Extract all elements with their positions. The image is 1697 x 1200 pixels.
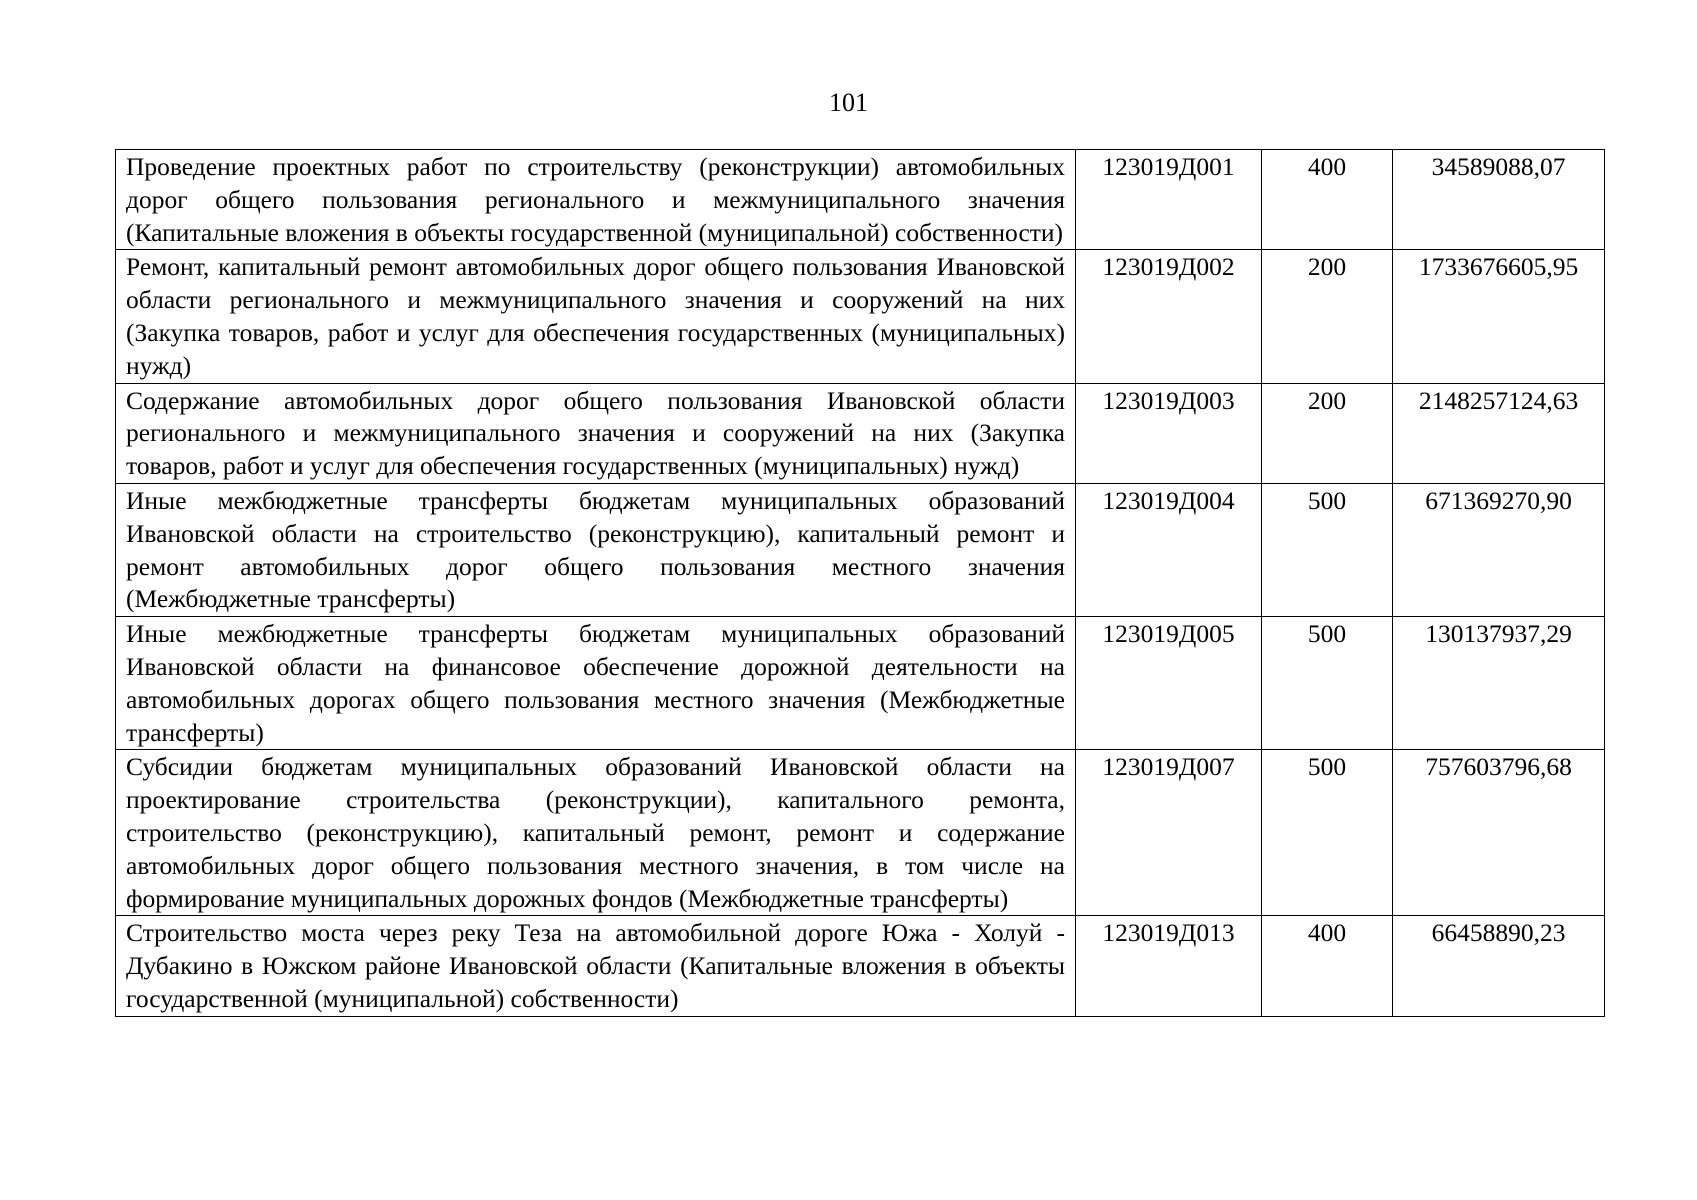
table-row	[116, 750, 1605, 916]
row-name-cell: Ремонт, капитальный ремонт автомобильных дорог общего пользования Ивановской области регионального и межмуниципального значения и сооружений на них (Закупка товаров, работ и услуг для обеспечения государственных (муниципальных) нужд)	[116, 250, 1076, 383]
table-row	[116, 617, 1605, 750]
row-code-cell: 123019Д002	[1076, 250, 1262, 383]
row-name-cell: Иные межбюджетные трансферты бюджетам муниципальных образований Ивановской области на финансовое обеспечение дорожной деятельности на автомобильных дорогах общего пользования местного значения (Межбюджетные трансферты)	[116, 617, 1076, 750]
table-row	[116, 150, 1605, 250]
row-name-cell: Содержание автомобильных дорог общего пользования Ивановской области регионального и межмуниципального значения и сооружений на них (Закупка товаров, работ и услуг для обеспечения государственных (муниципальных) нужд)	[116, 383, 1076, 483]
table-row	[116, 383, 1605, 483]
budget-table	[115, 149, 1605, 1017]
row-type-cell: 400	[1262, 150, 1393, 250]
row-sum-cell: 130137937,29	[1393, 617, 1605, 750]
row-sum-cell: 34589088,07	[1393, 150, 1605, 250]
row-name-cell: Иные межбюджетные трансферты бюджетам муниципальных образований Ивановской области на строительство (реконструкцию), капитальный ремонт и ремонт автомобильных дорог общего пользования местного значения (Межбюджетные трансферты)	[116, 483, 1076, 616]
page-number: 101	[829, 88, 868, 117]
row-sum-cell: 671369270,90	[1393, 483, 1605, 616]
row-code-cell: 123019Д005	[1076, 617, 1262, 750]
row-sum-cell: 66458890,23	[1393, 916, 1605, 1016]
row-name-cell: Проведение проектных работ по строительству (реконструкции) автомобильных дорог общего пользования регионального и межмуниципального значения (Капитальные вложения в объекты государственной (муниципальной) собственности)	[116, 150, 1076, 250]
row-type-cell: 200	[1262, 250, 1393, 383]
table-row	[116, 916, 1605, 1016]
row-type-cell: 500	[1262, 617, 1393, 750]
row-sum-cell: 2148257124,63	[1393, 383, 1605, 483]
row-sum-cell: 757603796,68	[1393, 750, 1605, 916]
row-code-cell: 123019Д007	[1076, 750, 1262, 916]
row-code-cell: 123019Д001	[1076, 150, 1262, 250]
row-sum-cell: 1733676605,95	[1393, 250, 1605, 383]
row-code-cell: 123019Д013	[1076, 916, 1262, 1016]
table-row	[116, 250, 1605, 383]
row-type-cell: 500	[1262, 750, 1393, 916]
row-name-cell: Субсидии бюджетам муниципальных образований Ивановской области на проектирование строительства (реконструкции), капитального ремонта, строительство (реконструкцию), капитальный ремонт, ремонт и содержание автомобильных дорог общего пользования местного значения, в том числе на формирование муниципальных дорожных фондов (Межбюджетные трансферты)	[116, 750, 1076, 916]
row-name-cell: Строительство моста через реку Теза на автомобильной дороге Южа - Холуй - Дубакино в Южском районе Ивановской области (Капитальные вложения в объекты государственной (муниципальной) собственности)	[116, 916, 1076, 1016]
row-code-cell: 123019Д004	[1076, 483, 1262, 616]
table-row	[116, 483, 1605, 616]
row-type-cell: 400	[1262, 916, 1393, 1016]
row-type-cell: 500	[1262, 483, 1393, 616]
row-type-cell: 200	[1262, 383, 1393, 483]
row-code-cell: 123019Д003	[1076, 383, 1262, 483]
